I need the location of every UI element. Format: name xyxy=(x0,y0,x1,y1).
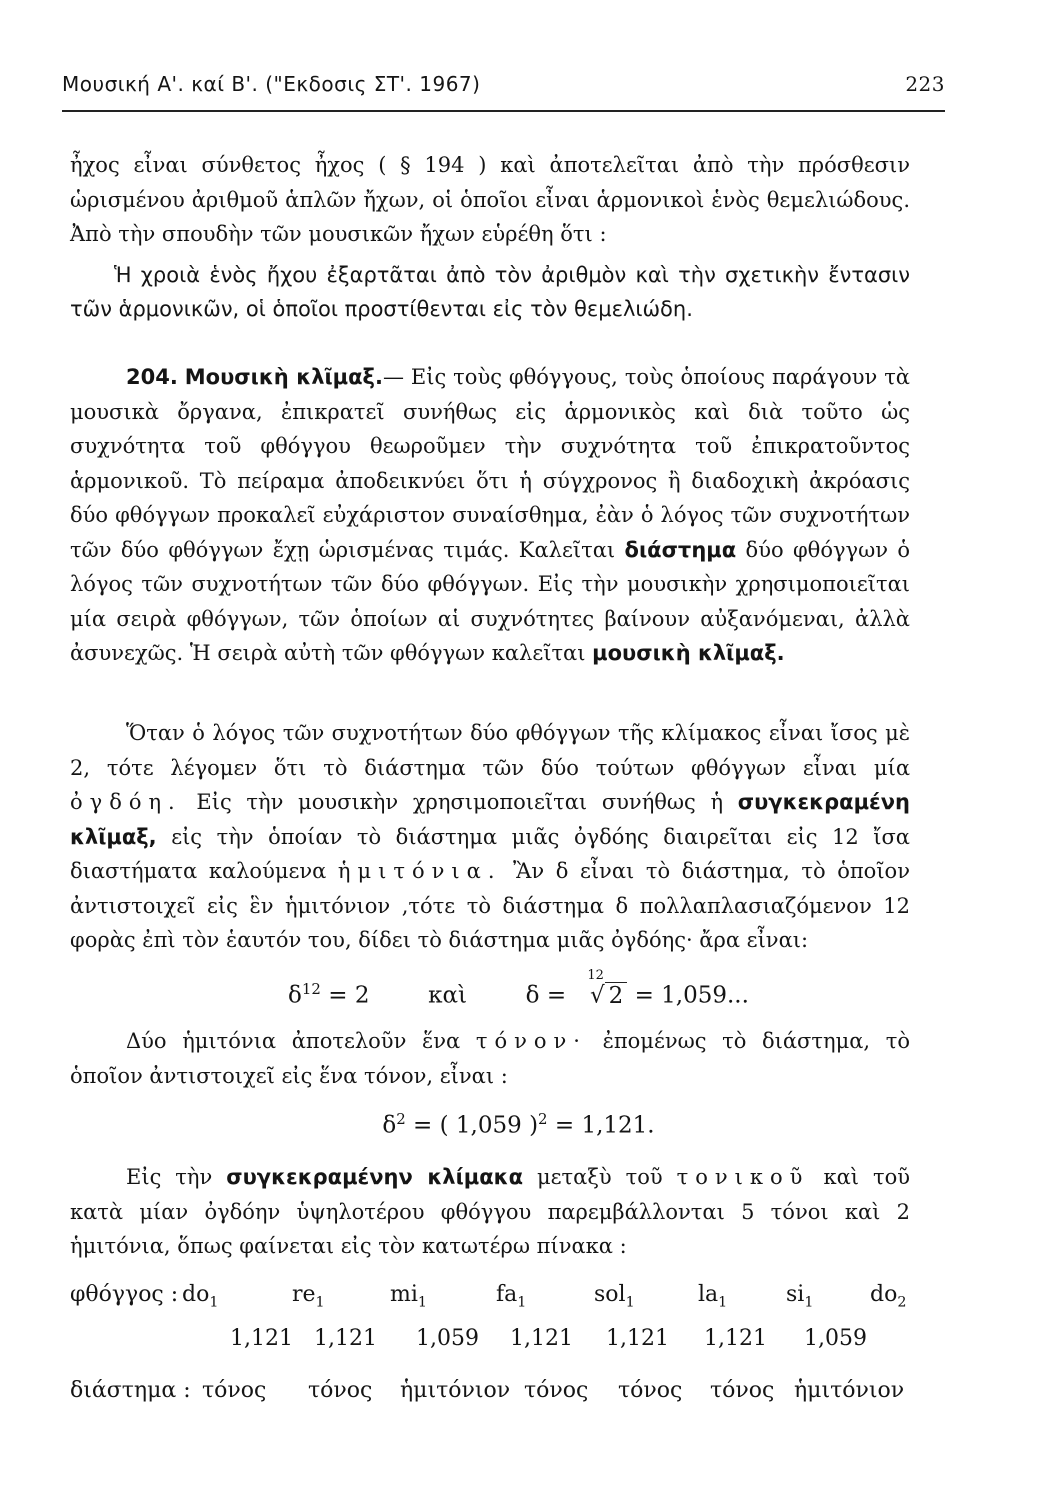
tempered-text-a: Εἰς τὴν xyxy=(126,1165,213,1189)
octave-text-d: Ἂν δ εἶναι τὸ διάστημα, τὸ ὁποῖον ἀντιστοιχεῖ εἰς ἓν ἡμιτόνιον ,τότε τὸ διάστημα δ πολλαπλασιαζόμενον 12 φορὰς ἐπὶ τὸν ἑαυτόν του, δίδει τὸ διάστημα μιᾶς ὀγδόης· ἄρα εἶναι: xyxy=(70,859,910,952)
section-204 xyxy=(70,360,910,671)
section-text-a: — Εἰς τοὺς φθόγγους, τοὺς ὁποίους παράγουν τὰ μουσικὰ ὄργανα, ἐπικρατεῖ συνήθως εἰς ἁρμονικὸς καὶ διὰ τοῦτο ὡς συχνότητα τοῦ φθόγγου θεωροῦμεν τὴν συχνότητα τοῦ ἐπικρατοῦντος ἁρμονικοῦ. Τὸ πείραμα ἀποδεικνύει ὅτι ἡ σύγχρονος ἢ διαδοχικὴ ἀκρόασις δύο φθόγγων προκαλεῖ εὐχάριστον συναίσθημα, ἐὰν ὁ λόγος τῶν συχνοτήτων τῶν δύο φθόγγων ἔχῃ ὡρισμένας τιμάς. Καλεῖται xyxy=(70,365,910,562)
octave-text-c: εἰς τὴν ὁποίαν τὸ διάστημα μιᾶς ὀγδόης διαιρεῖται εἰς 12 ἴσα διαστήματα καλούμενα xyxy=(70,824,910,883)
semitones-term: ἡμιτόνια. xyxy=(337,859,502,883)
radical-sign: √ xyxy=(589,982,605,1009)
note-cell: $fa_1$ xyxy=(496,1282,527,1311)
term-interval: διάστημα xyxy=(624,537,737,562)
formula2-exponent2: 2 xyxy=(538,1110,548,1128)
ratio-cell: 1,121 xyxy=(704,1326,767,1351)
formula-tone xyxy=(0,1110,1037,1139)
formula1-lhs: δ xyxy=(288,982,302,1009)
tonic-term: τονικοῦ xyxy=(676,1165,810,1189)
ratio-cell: 1,121 xyxy=(510,1326,573,1351)
paragraph-timbre xyxy=(70,148,910,327)
tone-term: τόνον· xyxy=(475,1029,587,1053)
ratio-cell: 1,059 xyxy=(416,1326,479,1351)
tempered-text-c: καὶ τοῦ κατὰ μίαν ὀγδόην ὑψηλοτέρου φθόγγου παρεμβάλλονται 5 τόνοι καὶ 2 ἡμιτόνια, ὅπως φαίνεται εἰς τὸν κατωτέρω πίνακα : xyxy=(70,1165,910,1258)
term-tempered-scale-acc: συγκεκραμένην κλίμακα xyxy=(226,1165,524,1189)
octave-term: ὀγδόη. xyxy=(70,790,182,814)
note-cell: $si_1$ xyxy=(786,1282,814,1311)
term-musical-scale: μουσικὴ κλῖμαξ. xyxy=(592,641,785,665)
formula-semitone xyxy=(0,967,1037,1009)
note-cell: $la_1$ xyxy=(698,1282,728,1311)
interval-cell: τόνος xyxy=(710,1378,775,1403)
running-title: Μουσική Α'. καί Β'. ("Εκδοσις ΣΤ'. 1967) xyxy=(62,72,481,96)
section-text-b: δύο φθόγγων ὁ λόγος τῶν συχνοτήτων τῶν δύο φθόγγων. Εἰς τὴν μουσικὴν χρησιμοποιεῖται μία σειρὰ φθόγγων, τῶν ὁποίων αἱ συχνότητες βαίνουν αὐξανόμεναι, ἀλλὰ ἀσυνεχῶς. Ἡ σειρὰ αὐτὴ τῶν φθόγγων καλεῖται xyxy=(70,537,910,665)
section-number: 204. xyxy=(126,365,178,389)
octave-text-a: Ὅταν ὁ λόγος τῶν συχνοτήτων δύο φθόγγων τῆς κλίμακος εἶναι ἴσος μὲ 2, τότε λέγομεν ὅτι τὸ διάστημα τῶν δύο τούτων φθόγγων εἶναι μία xyxy=(70,721,910,780)
formula1-and: καὶ xyxy=(428,982,468,1009)
table-intervals-row xyxy=(70,1378,910,1414)
table-ratios-row xyxy=(70,1326,910,1362)
page-header xyxy=(62,72,945,112)
formula1-delta: δ xyxy=(525,982,540,1009)
formula1-exponent: 12 xyxy=(301,980,321,998)
interval-cell: ἡμιτόνιον xyxy=(400,1378,511,1403)
root-index: 12 xyxy=(587,967,604,983)
section-title: Μουσικὴ κλῖμαξ. xyxy=(184,365,383,389)
paragraph-tempered-scale xyxy=(70,1160,910,1264)
paragraph-tone xyxy=(70,1024,910,1093)
table-notes-row xyxy=(70,1282,910,1318)
note-cell: $mi_1$ xyxy=(390,1282,428,1311)
formula1-eq-two: = 2 xyxy=(328,982,370,1009)
formula2-mid: = ( 1,059 ) xyxy=(413,1112,539,1139)
interval-cell: τόνος xyxy=(308,1378,373,1403)
formula1-result: = 1,059... xyxy=(634,982,749,1009)
interval-cell: τόνος xyxy=(618,1378,683,1403)
ratio-cell: 1,059 xyxy=(804,1326,867,1351)
note-cell: $re_1$ xyxy=(292,1282,325,1311)
note-cell: $do_2$ xyxy=(870,1282,907,1311)
paragraph-octave xyxy=(70,716,910,958)
interval-cell: τόνος xyxy=(524,1378,589,1403)
interval-cell: ἡμιτόνιον xyxy=(794,1378,905,1403)
timbre-law: Ἡ χροιὰ ἑνὸς ἤχου ἐξαρτᾶται ἀπὸ τὸν ἀριθμὸν καὶ τὴν σχετικὴν ἔντασιν τῶν ἁρμονικῶν, οἱ ὁποῖοι προστίθενται εἰς τὸν θεμελιώδη. xyxy=(70,262,910,321)
page-number: 223 xyxy=(905,72,945,96)
note-cell: $do_1$ xyxy=(182,1282,219,1311)
interval-cell: τόνος xyxy=(202,1378,267,1403)
interval-label: διάστημα : xyxy=(70,1378,191,1403)
ratio-cell: 1,121 xyxy=(230,1326,293,1351)
note-label: φθόγγος : xyxy=(70,1282,179,1307)
formula2-result: = 1,121. xyxy=(554,1112,655,1139)
radicand: 2 xyxy=(605,982,628,1009)
formula2-lhs: δ xyxy=(382,1112,397,1139)
ratio-cell: 1,121 xyxy=(314,1326,377,1351)
tone-text-b: ἐπομένως τὸ διάστημα, τὸ ὁποῖον ἀντιστοιχεῖ εἰς ἕνα τόνον, εἶναι : xyxy=(70,1029,910,1088)
tone-text-a: Δύο ἡμιτόνια ἀποτελοῦν ἕνα xyxy=(126,1029,461,1053)
ratio-cell: 1,121 xyxy=(606,1326,669,1351)
timbre-intro: ἦχος εἶναι σύνθετος ἦχος ( § 194 ) καὶ ἀποτελεῖται ἀπὸ τὴν πρόσθεσιν ὡρισμένου ἀριθμοῦ ἁπλῶν ἤχων, οἱ ὁποῖοι εἶναι ἁρμονικοὶ ἑνὸς θεμελιώδους. Ἀπὸ τὴν σπουδὴν τῶν μουσικῶν ἤχων εὑρέθη ὅτι : xyxy=(70,153,910,246)
term-tempered-scale: συγκεκραμένη κλῖμαξ, xyxy=(70,790,910,849)
note-cell: sol$_1$ xyxy=(594,1282,635,1311)
tempered-text-b: μεταξὺ τοῦ xyxy=(537,1165,663,1189)
formula2-exponent: 2 xyxy=(396,1110,406,1128)
octave-text-b: Εἰς τὴν μουσικὴν χρησιμοποιεῖται συνήθως ἡ xyxy=(196,790,724,814)
formula1-eq: = xyxy=(546,982,567,1009)
